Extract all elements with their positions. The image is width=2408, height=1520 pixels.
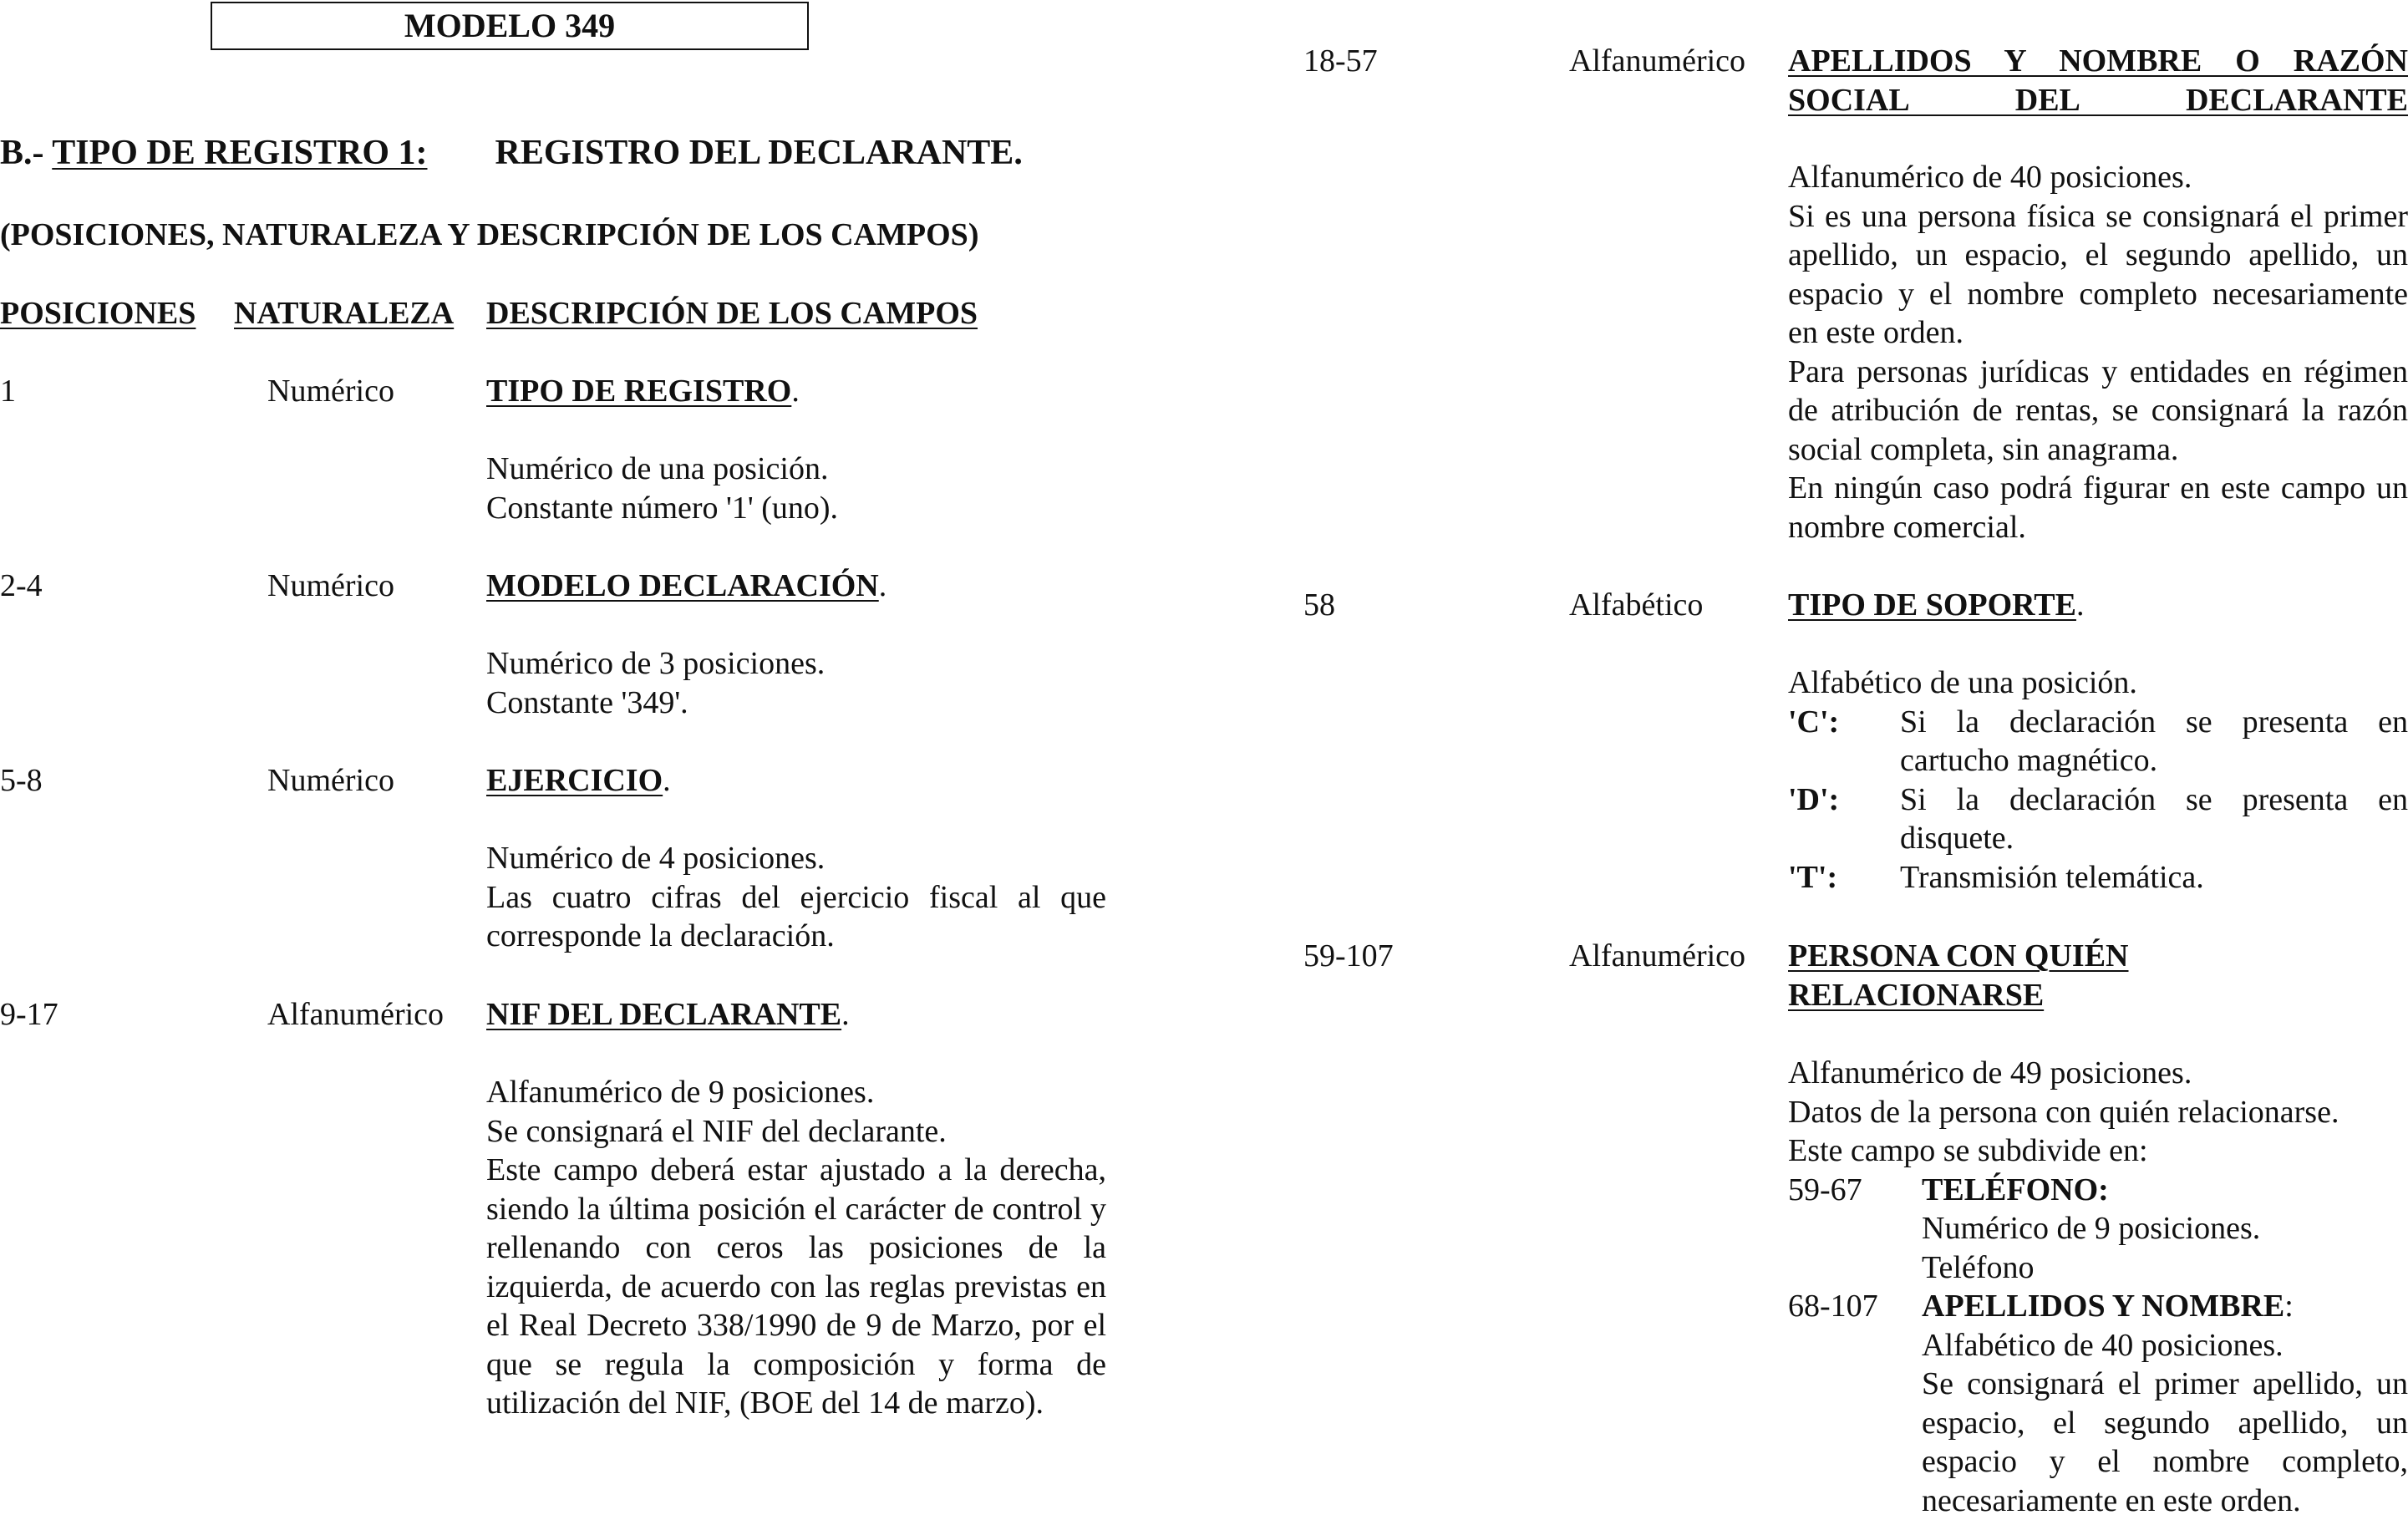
column-header-nature: NATURALEZA	[234, 296, 455, 331]
column-header-description: DESCRIPCIÓN DE LOS CAMPOS	[486, 296, 978, 331]
field-name: PERSONA CON QUIÉN RELACIONARSE	[1788, 938, 2129, 1013]
field-name: MODELO DECLARACIÓN.	[486, 568, 887, 603]
field-description: Numérico de 4 posiciones. Las cuatro cifras del ejercicio fiscal al que corresponde la declaración.	[486, 841, 1106, 953]
field-description: Alfanumérico de 9 posiciones. Se consignará el NIF del declarante. Este campo deberá estar ajustado a la derecha, siendo la última posición el carácter de control y rellenando con ceros las posiciones de la izquierda, de acuerdo con las reglas previstas en el Real Decreto 338/1990 de 9 de Marzo, por el que se regula la composición y forma de utilización del NIF, (BOE del 14 de marzo).	[486, 1075, 1106, 1421]
field-position: 2-4	[0, 568, 43, 603]
option-item: 'T': Transmisión telemática.	[1788, 859, 2204, 895]
subfield-item: 68-107 APELLIDOS Y NOMBRE: Alfabético de 40 posiciones. Se consignará el primer apellido, un espacio, el segundo apellido, un espacio y el nombre completo, necesariamente en este orden.	[1788, 1289, 2408, 1518]
field-nature: Alfanumérico	[267, 997, 445, 1032]
field-position: 9-17	[0, 997, 58, 1032]
field-description: Numérico de 3 posiciones. Constante '349'.	[486, 646, 826, 720]
field-description: Alfanumérico de 40 posiciones. Si es una persona física se consignará el primer apellido, un espacio, el segundo apellido, un espacio y el nombre completo necesariamente en este orden. Para personas jurídicas y entidades en régimen de atribución de rentas, se consignará la razón social completa, sin anagrama. En ningún caso podrá figurar en este campo un nombre comercial.	[1788, 160, 2408, 545]
field-nature: Numérico	[267, 763, 394, 798]
field-name: APELLIDOS Y NOMBRE O RAZÓN SOCIAL DEL DECLARANTE	[1788, 43, 2408, 118]
field-nature: Alfabético	[1569, 587, 1704, 623]
field-name: TIPO DE SOPORTE.	[1788, 587, 2085, 623]
field-name: TIPO DE REGISTRO.	[486, 374, 800, 409]
section-heading	[0, 134, 1023, 173]
section-name: REGISTRO DEL DECLARANTE.	[495, 134, 1023, 172]
field-position: 58	[1303, 587, 1335, 623]
field-nature: Numérico	[267, 568, 394, 603]
column-header-positions: POSICIONES	[0, 296, 196, 331]
option-item: 'D': Si la declaración se presenta en disquete.	[1788, 781, 2408, 856]
field-nature: Alfanumérico	[1569, 938, 1746, 974]
field-name: EJERCICIO.	[486, 763, 671, 798]
field-position: 59-107	[1303, 938, 1394, 974]
section-subtitle: (POSICIONES, NATURALEZA Y DESCRIPCIÓN DE LOS CAMPOS)	[0, 217, 979, 252]
field-description	[1788, 663, 2408, 897]
field-name: NIF DEL DECLARANTE.	[486, 997, 850, 1032]
field-position: 18-57	[1303, 43, 1378, 79]
subfield-item: 59-67 TELÉFONO: Numérico de 9 posiciones. Teléfono	[1788, 1172, 2261, 1285]
option-item: 'C': Si la declaración se presenta en cartucho magnético.	[1788, 704, 2408, 778]
field-nature: Alfanumérico	[1569, 43, 1746, 79]
section-label: TIPO DE REGISTRO 1:	[52, 134, 428, 172]
document-title: MODELO 349	[211, 2, 809, 50]
section-prefix: B.-	[0, 134, 44, 172]
field-position: 1	[0, 374, 16, 409]
field-description: Numérico de una posición. Constante número '1' (uno).	[486, 451, 839, 526]
field-description: Alfanumérico de 49 posiciones. Datos de la persona con quién relacionarse. Este campo se subdivide en: 59-67 TELÉFONO: Numérico de 9 posiciones. Teléfono 68-107 APELLIDOS Y NOMBRE: Alfabético de 40 posiciones. Se consignará el primer apellido, un espacio, el segundo apellido, un espacio y el nombre completo, necesariamente en este orden.	[1788, 1054, 2408, 1520]
option-intro: Alfabético de una posición.	[1788, 665, 2137, 700]
field-nature: Numérico	[267, 374, 394, 409]
field-position: 5-8	[0, 763, 43, 798]
